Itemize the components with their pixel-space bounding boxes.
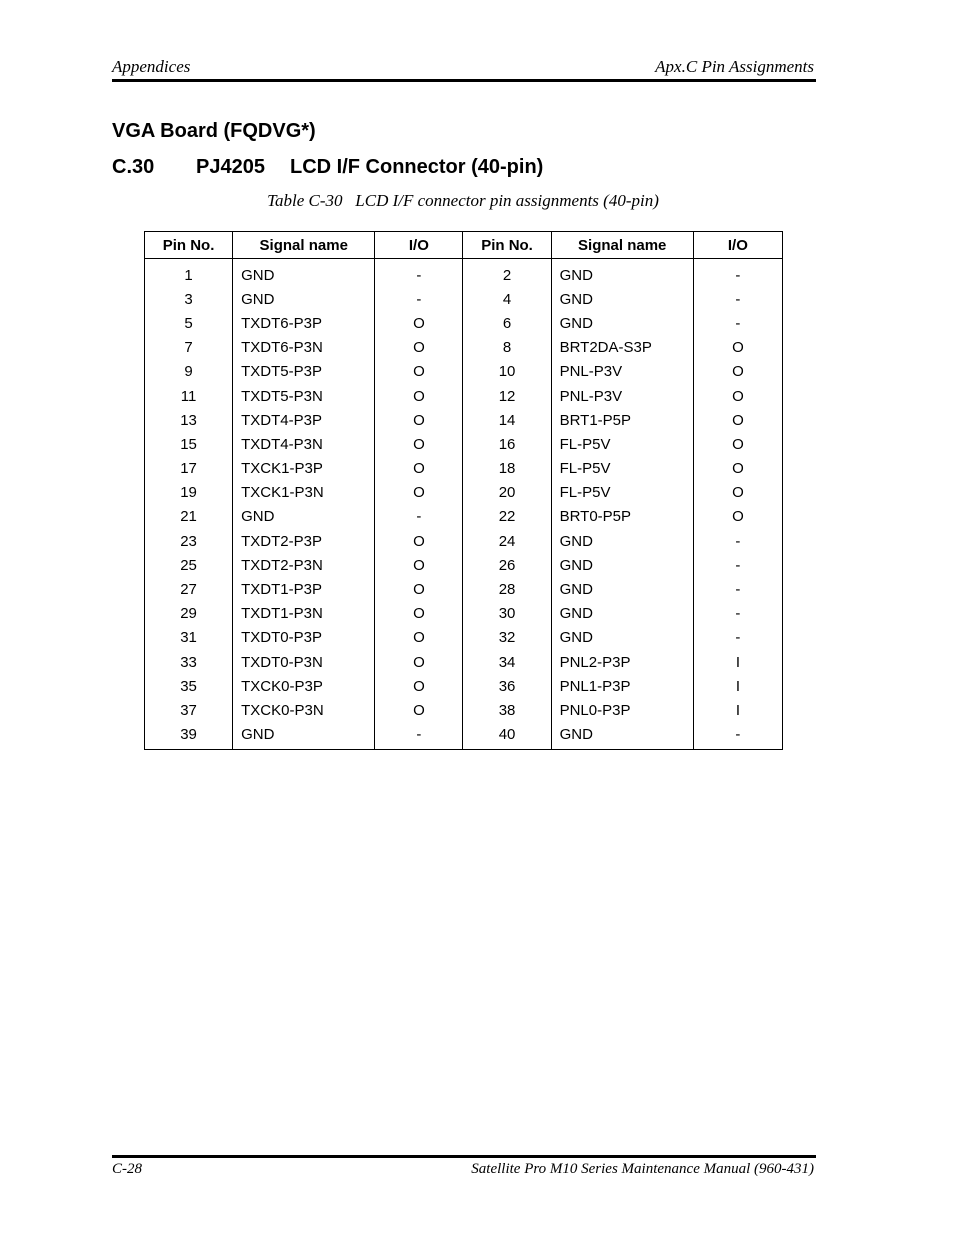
signal-name-cell: TXCK0-P3N: [233, 698, 375, 722]
table-row: [145, 457, 783, 481]
signal-name-cell: GND: [551, 311, 693, 335]
pin-number-cell: 6: [463, 311, 551, 335]
pin-number-cell: 35: [145, 674, 233, 698]
signal-name-cell: FL-P5V: [551, 481, 693, 505]
signal-name-cell: TXDT4-P3P: [233, 408, 375, 432]
signal-name-cell: TXCK0-P3P: [233, 674, 375, 698]
signal-name-cell: PNL0-P3P: [551, 698, 693, 722]
io-cell: O: [693, 481, 782, 505]
signal-name-cell: TXDT1-P3N: [233, 602, 375, 626]
signal-name-cell: TXDT4-P3N: [233, 432, 375, 456]
pin-number-cell: 33: [145, 650, 233, 674]
subsection-ref: PJ4205: [196, 156, 265, 178]
section-title: VGA Board (FQDVG*): [112, 120, 316, 142]
column-header: I/O: [693, 232, 782, 259]
io-cell: O: [375, 384, 463, 408]
pin-number-cell: 29: [145, 602, 233, 626]
table-row: [145, 577, 783, 601]
io-cell: O: [693, 432, 782, 456]
pin-number-cell: 10: [463, 360, 551, 384]
footer-rule: [112, 1155, 816, 1158]
signal-name-cell: TXCK1-P3P: [233, 457, 375, 481]
table-row: [145, 384, 783, 408]
table-row: [145, 505, 783, 529]
pin-number-cell: 11: [145, 384, 233, 408]
pin-number-cell: 3: [145, 287, 233, 311]
signal-name-cell: PNL-P3V: [551, 384, 693, 408]
signal-name-cell: TXDT6-P3P: [233, 311, 375, 335]
pin-number-cell: 14: [463, 408, 551, 432]
io-cell: O: [375, 698, 463, 722]
pin-number-cell: 15: [145, 432, 233, 456]
io-cell: -: [693, 602, 782, 626]
signal-name-cell: PNL2-P3P: [551, 650, 693, 674]
pin-number-cell: 18: [463, 457, 551, 481]
signal-name-cell: TXDT0-P3N: [233, 650, 375, 674]
signal-name-cell: FL-P5V: [551, 457, 693, 481]
subsection-title: LCD I/F Connector (40-pin): [290, 156, 544, 178]
column-header: Pin No.: [463, 232, 551, 259]
pin-number-cell: 13: [145, 408, 233, 432]
pin-number-cell: 36: [463, 674, 551, 698]
pin-number-cell: 9: [145, 360, 233, 384]
column-header: Signal name: [233, 232, 375, 259]
table-row: [145, 529, 783, 553]
io-cell: -: [693, 723, 782, 750]
signal-name-cell: TXDT0-P3P: [233, 626, 375, 650]
column-header: Pin No.: [145, 232, 233, 259]
signal-name-cell: FL-P5V: [551, 432, 693, 456]
signal-name-cell: PNL-P3V: [551, 360, 693, 384]
pin-number-cell: 28: [463, 577, 551, 601]
io-cell: O: [375, 481, 463, 505]
signal-name-cell: GND: [233, 723, 375, 750]
io-cell: O: [375, 602, 463, 626]
table-row: [145, 311, 783, 335]
signal-name-cell: TXDT2-P3N: [233, 553, 375, 577]
column-header: I/O: [375, 232, 463, 259]
signal-name-cell: TXDT6-P3N: [233, 336, 375, 360]
table-row: [145, 259, 783, 288]
pin-number-cell: 17: [145, 457, 233, 481]
signal-name-cell: GND: [233, 287, 375, 311]
pin-number-cell: 27: [145, 577, 233, 601]
table-row: [145, 602, 783, 626]
signal-name-cell: GND: [551, 259, 693, 288]
pin-number-cell: 39: [145, 723, 233, 750]
table-row: [145, 626, 783, 650]
io-cell: O: [693, 336, 782, 360]
table-row: [145, 287, 783, 311]
signal-name-cell: TXDT2-P3P: [233, 529, 375, 553]
pin-assignment-table: [144, 231, 783, 750]
signal-name-cell: GND: [551, 626, 693, 650]
table-row: [145, 650, 783, 674]
signal-name-cell: TXDT1-P3P: [233, 577, 375, 601]
io-cell: -: [375, 723, 463, 750]
running-header-left: Appendices: [112, 57, 191, 76]
pin-number-cell: 23: [145, 529, 233, 553]
signal-name-cell: BRT1-P5P: [551, 408, 693, 432]
signal-name-cell: GND: [551, 577, 693, 601]
pin-number-cell: 25: [145, 553, 233, 577]
table-row: [145, 360, 783, 384]
signal-name-cell: GND: [551, 553, 693, 577]
io-cell: O: [375, 674, 463, 698]
io-cell: O: [375, 577, 463, 601]
pin-number-cell: 5: [145, 311, 233, 335]
pin-number-cell: 37: [145, 698, 233, 722]
table-row: [145, 698, 783, 722]
io-cell: I: [693, 698, 782, 722]
io-cell: O: [375, 311, 463, 335]
pin-number-cell: 40: [463, 723, 551, 750]
signal-name-cell: BRT0-P5P: [551, 505, 693, 529]
io-cell: O: [693, 505, 782, 529]
pin-number-cell: 26: [463, 553, 551, 577]
io-cell: -: [693, 311, 782, 335]
table-header-row: [145, 232, 783, 259]
io-cell: O: [375, 553, 463, 577]
io-cell: I: [693, 650, 782, 674]
io-cell: -: [375, 505, 463, 529]
io-cell: -: [693, 553, 782, 577]
manual-title: Satellite Pro M10 Series Maintenance Manual (960-431): [471, 1161, 814, 1177]
io-cell: -: [693, 287, 782, 311]
pin-number-cell: 16: [463, 432, 551, 456]
table-row: [145, 432, 783, 456]
table-row: [145, 674, 783, 698]
column-header: Signal name: [551, 232, 693, 259]
io-cell: -: [693, 529, 782, 553]
pin-number-cell: 8: [463, 336, 551, 360]
pin-number-cell: 38: [463, 698, 551, 722]
signal-name-cell: TXDT5-P3P: [233, 360, 375, 384]
io-cell: -: [375, 259, 463, 288]
table-caption: Table C-30 LCD I/F connector pin assignments (40-pin): [267, 191, 659, 210]
signal-name-cell: TXCK1-P3N: [233, 481, 375, 505]
header-rule: [112, 79, 816, 82]
table-row: [145, 553, 783, 577]
io-cell: O: [375, 650, 463, 674]
pin-number-cell: 24: [463, 529, 551, 553]
table-row: [145, 408, 783, 432]
signal-name-cell: GND: [551, 529, 693, 553]
io-cell: I: [693, 674, 782, 698]
pin-number-cell: 22: [463, 505, 551, 529]
io-cell: O: [693, 360, 782, 384]
io-cell: -: [693, 577, 782, 601]
io-cell: O: [375, 360, 463, 384]
pin-number-cell: 19: [145, 481, 233, 505]
pin-number-cell: 20: [463, 481, 551, 505]
pin-number-cell: 12: [463, 384, 551, 408]
io-cell: O: [375, 432, 463, 456]
io-cell: O: [375, 336, 463, 360]
io-cell: O: [375, 408, 463, 432]
signal-name-cell: GND: [551, 723, 693, 750]
signal-name-cell: PNL1-P3P: [551, 674, 693, 698]
pin-number-cell: 30: [463, 602, 551, 626]
pin-number-cell: 2: [463, 259, 551, 288]
page-number: C-28: [112, 1161, 142, 1177]
signal-name-cell: GND: [551, 602, 693, 626]
subsection-number: C.30: [112, 156, 155, 178]
table-body: [145, 259, 783, 750]
pin-number-cell: 31: [145, 626, 233, 650]
signal-name-cell: BRT2DA-S3P: [551, 336, 693, 360]
table-row: [145, 481, 783, 505]
running-header-right: Apx.C Pin Assignments: [655, 57, 814, 76]
signal-name-cell: GND: [233, 259, 375, 288]
pin-number-cell: 4: [463, 287, 551, 311]
io-cell: O: [693, 408, 782, 432]
io-cell: O: [693, 384, 782, 408]
pin-number-cell: 7: [145, 336, 233, 360]
pin-number-cell: 32: [463, 626, 551, 650]
io-cell: -: [375, 287, 463, 311]
signal-name-cell: GND: [233, 505, 375, 529]
signal-name-cell: GND: [551, 287, 693, 311]
io-cell: -: [693, 626, 782, 650]
subsection-heading: [112, 156, 543, 179]
table-row: [145, 723, 783, 750]
table-row: [145, 336, 783, 360]
io-cell: O: [693, 457, 782, 481]
signal-name-cell: TXDT5-P3N: [233, 384, 375, 408]
io-cell: O: [375, 626, 463, 650]
pin-number-cell: 34: [463, 650, 551, 674]
io-cell: O: [375, 529, 463, 553]
pin-number-cell: 21: [145, 505, 233, 529]
pin-number-cell: 1: [145, 259, 233, 288]
io-cell: O: [375, 457, 463, 481]
io-cell: -: [693, 259, 782, 288]
